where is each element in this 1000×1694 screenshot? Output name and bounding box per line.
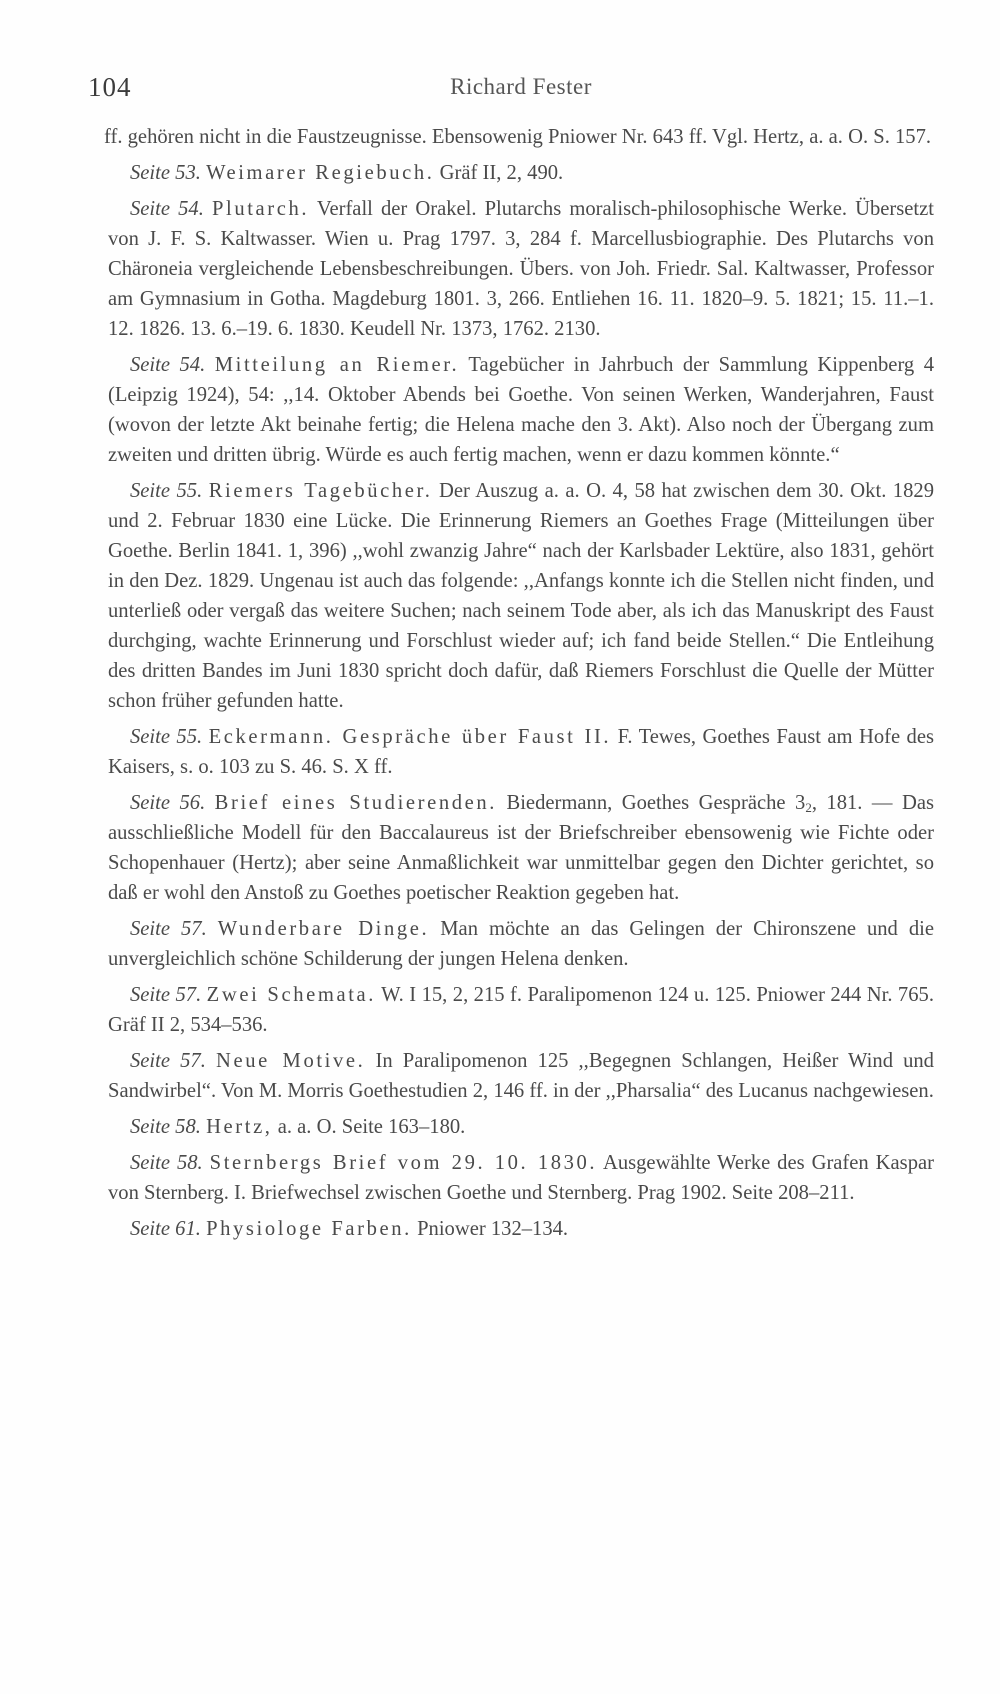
- intro-paragraph: ff. gehören nicht in die Faustzeugnisse. Ebensowenig Pniower Nr. 643 ff. Vgl. Hertz, a. a. O. S. 157.: [104, 126, 932, 148]
- entry-seite-55-eckermann: [108, 722, 934, 782]
- lemma: Brief eines Studierenden.: [214, 792, 498, 814]
- entry-seite-54-riemer: [108, 350, 934, 470]
- entry-seite-57-schemata: [108, 980, 934, 1040]
- page-reference: Seite 57.: [130, 918, 207, 940]
- page-reference: Seite 54.: [130, 354, 206, 376]
- entry-text: Gräf II, 2, 490.: [439, 162, 564, 184]
- entry-seite-54-plutarch: [108, 194, 934, 344]
- page-body: [104, 122, 935, 1244]
- book-page: [0, 72, 1000, 1694]
- page-reference: Seite 53.: [130, 162, 201, 184]
- lemma: Sternbergs Brief vom 29. 10. 1830.: [209, 1152, 598, 1174]
- volume-subscript: 2: [805, 800, 812, 815]
- page-number: 104: [88, 72, 132, 102]
- page-reference: Seite 56.: [130, 792, 206, 814]
- page-reference: Seite 55.: [130, 726, 203, 748]
- page-reference: Seite 54.: [130, 198, 204, 220]
- entry-text: Verfall der Orakel. Plutarchs moralisch-philosophische Werke. Übersetzt von J. F. S. Kaltwasser. Wien u. Prag 1797. 3, 284 f. Marcellusbiographie. Des Plutarchs von Chäroneia vergleichende Lebensbeschreibungen. Übers. von Joh. Friedr. Sal. Kaltwasser, Professor am Gymnasium in Gotha. Magdeburg 1801. 3, 266. Entliehen 16. 11. 1820–9. 5. 1821; 15. 11.–1. 12. 1826. 13. 6.–19. 6. 1830. Keudell Nr. 1373, 1762. 2130.: [108, 198, 935, 340]
- entry-text: , 181. — Das ausschließliche Modell für den Baccalaureus ist der Briefschreiber ebensowenig wie Fichte oder Schopenhauer (Hertz); aber seine Anmaßlichkeit war unmittelbar gegen den Dichter gerichtet, so daß er wohl den Anstoß zu Goethes poetischer Reaktion gegeben hat.: [108, 792, 934, 904]
- entry-text: Man möchte an das Gelingen der Chironszene und die unvergleichlich schöne Schilderung der jungen Helena denken.: [108, 918, 934, 970]
- entry-text: Ausgewählte Werke des Grafen Kaspar von Sternberg. I. Briefwechsel zwischen Goethe und Sternberg. Prag 1902. Seite 208–211.: [108, 1152, 934, 1204]
- entry-text: Der Auszug a. a. O. 4, 58 hat zwischen dem 30. Okt. 1829 und 2. Februar 1830 eine Lücke. Die Erinnerung Riemers an Goethes Frage (Mitteilungen über Goethe. Berlin 1841. 1, 396) ,,wohl zwanzig Jahre“ nach der Karlsbader Lektüre, also 1831, gehört in den Dez. 1829. Ungenau ist auch das folgende: ,,Anfangs konnte ich die Stellen nicht finden, und unterließ oder vergaß das weitere Suchen; nach seinem Tode aber, als ich das Manuskript des Faust durchging, wachte Erinnerung und Forschlust wieder auf; ich fand beide Stellen.“ Die Entleihung des dritten Bandes im Juni 1830 spricht doch dafür, daß Riemers Forschlust die Quelle der Mütter schon früher gefunden hatte.: [108, 480, 934, 712]
- entry-seite-53-regiebuch: [108, 158, 934, 188]
- entry-text: a. a. O. Seite 163–180.: [277, 1116, 466, 1138]
- page-header: [88, 72, 934, 120]
- page-reference: Seite 57.: [130, 1050, 206, 1072]
- lemma: Neue Motive.: [215, 1050, 366, 1072]
- lemma: Hertz,: [206, 1116, 273, 1138]
- lemma: Riemers Tagebücher.: [208, 480, 433, 502]
- entry-text: W. I 15, 2, 215 f. Paralipomenon 124 u. 125. Pniower 244 Nr. 765. Gräf II 2, 534–536.: [108, 984, 934, 1036]
- lemma: Physiologe Farben.: [206, 1218, 412, 1240]
- entry-seite-55-tagebuecher: [108, 476, 934, 716]
- page-reference: Seite 55.: [130, 480, 203, 502]
- page-reference: Seite 58.: [130, 1116, 201, 1138]
- entry-text: Pniower 132–134.: [417, 1218, 569, 1240]
- lemma: Eckermann. Gespräche über Faust II.: [208, 726, 612, 748]
- entry-seite-61-farben: [108, 1214, 934, 1244]
- entry-seite-56-brief: [108, 788, 934, 908]
- lemma: Wunderbare Dinge.: [217, 918, 430, 940]
- entry-seite-58-hertz: [108, 1112, 934, 1142]
- page-reference: Seite 58.: [130, 1152, 203, 1174]
- page-reference: Seite 57.: [130, 984, 202, 1006]
- entry-text: Tagebücher in Jahrbuch der Sammlung Kippenberg 4 (Leipzig 1924), 54: ,,14. Oktober Abends bei Goethe. Von seinen Werken, Wanderjahren, Faust (wovon der letzte Akt beinahe fertig; die Helena mache den 3. Akt). Also noch der Übergang zum zweiten und dritten übrig. Würde es auch fertig machen, wenn er dazu kommen könnte.“: [108, 354, 934, 466]
- lemma: Zwei Schemata.: [206, 984, 377, 1006]
- lemma: Weimarer Regiebuch.: [206, 162, 435, 184]
- entry-seite-58-sternberg: [108, 1148, 934, 1208]
- entry-seite-57-motive: [108, 1046, 934, 1106]
- entry-text-before-subscript: Biedermann, Goethes Gespräche 3: [506, 792, 806, 814]
- running-head: Richard Fester: [450, 74, 592, 99]
- page-reference: Seite 61.: [130, 1218, 201, 1240]
- entry-text: In Paralipomenon 125 ,,Begegnen Schlangen, Heißer Wind und Sandwirbel“. Von M. Morris Goethestudien 2, 146 ff. in der ,,Pharsalia“ des Lucanus nachgewiesen.: [108, 1050, 934, 1102]
- entry-text: F. Tewes, Goethes Faust am Hofe des Kaisers, s. o. 103 zu S. 46. S. X ff.: [108, 726, 934, 778]
- lemma: Mitteilung an Riemer.: [214, 354, 460, 376]
- lemma: Plutarch.: [211, 198, 310, 220]
- entry-seite-57-wunderbare: [108, 914, 934, 974]
